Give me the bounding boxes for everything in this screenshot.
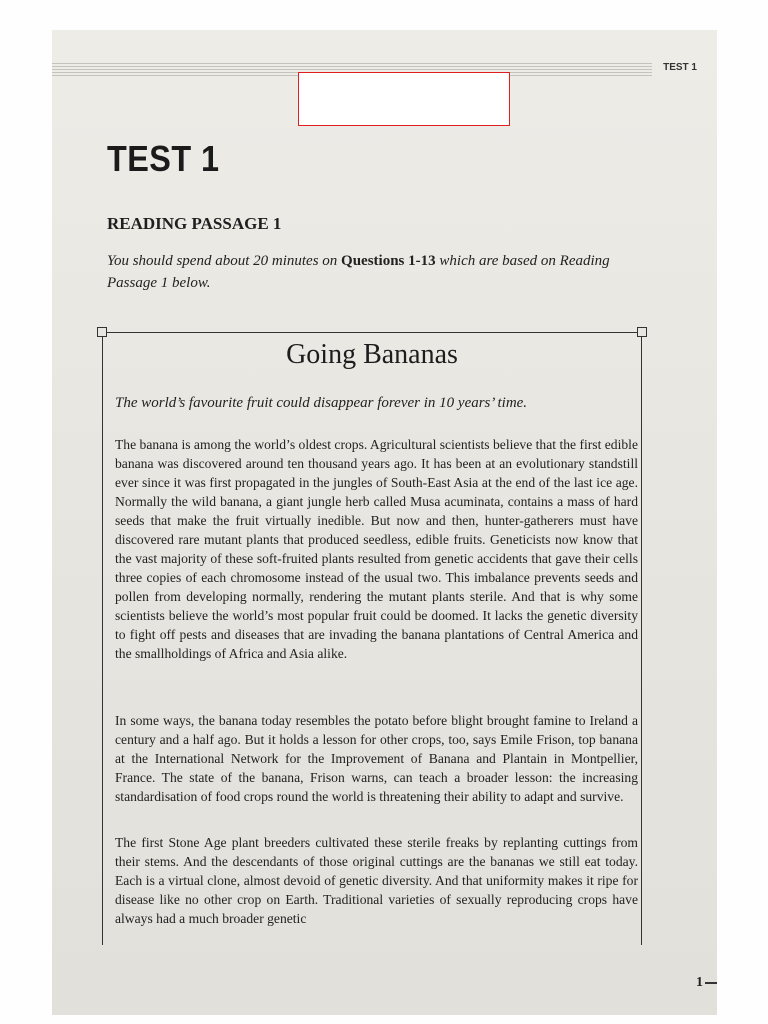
page-number: 1 xyxy=(696,975,717,991)
instructions xyxy=(107,250,647,294)
corner-ornament xyxy=(97,327,107,337)
article-paragraph-3: The first Stone Age plant breeders cultivated these sterile freaks by replanting cuttings from their stems. And the descendants of those original cuttings are the bananas we still eat today. Each is a virtual clone, almost devoid of genetic diversity. And that uniformity makes it ripe for disease like no other crop on Earth. Traditional varieties of sexually reproducing crops have always had a much broader genetic xyxy=(115,835,638,926)
instructions-post: which are based on Reading Passage 1 below. xyxy=(107,253,610,291)
test-title: TEST 1 xyxy=(107,138,220,179)
running-head: TEST 1 xyxy=(663,62,697,73)
article-paragraph-1: The banana is among the world’s oldest crops. Agricultural scientists believe that the first edible banana was discovered around ten thousand years ago. It has been at an evolutionary standstill ever since it was first propagated in the jungles of South-East Asia at the end of the last ice age. Normally the wild banana, a giant jungle herb called Musa acuminata, contains a mass of hard seeds that make the fruit virtually inedible. But now and then, hunter-gatherers must have discovered rare mutant plants that produced seedless, edible fruits. Geneticists now know that the vast majority of these soft-fruited plants resulted from genetic accidents that gave their cells three copies of each chromosome instead of the usual two. This imbalance prevents seeds and pollen from developing normally, rendering the mutant plants sterile. And that is why some scientists believe the world’s most popular fruit could be doomed. It lacks the genetic diversity to fight off pests and diseases that are invading the banana plantations of Central America and the smallholdings of Africa and Asia alike. xyxy=(115,437,638,661)
passage-heading: READING PASSAGE 1 xyxy=(107,214,282,233)
article-paragraph-2: In some ways, the banana today resembles the potato before blight brought famine to Ireland a century and a half ago. But it holds a lesson for other crops, too, says Emile Frison, top banana at the International Network for the Improvement of Banana and Plantain in Montpellier, France. The state of the banana, Frison warns, can teach a broader lesson: the increasing standardisation of food crops round the world is threatening their ability to adapt and survive. xyxy=(115,713,638,804)
corner-ornament xyxy=(637,327,647,337)
instructions-pre: You should spend about 20 minutes on xyxy=(107,253,342,269)
article-subtitle: The world’s favourite fruit could disappear forever in 10 years’ time. xyxy=(115,395,528,411)
article-title: Going Bananas xyxy=(286,339,458,370)
instructions-questions: Questions 1-13 xyxy=(341,253,436,269)
article-box xyxy=(102,332,642,945)
redaction-box xyxy=(298,72,510,126)
book-page xyxy=(52,30,717,1015)
